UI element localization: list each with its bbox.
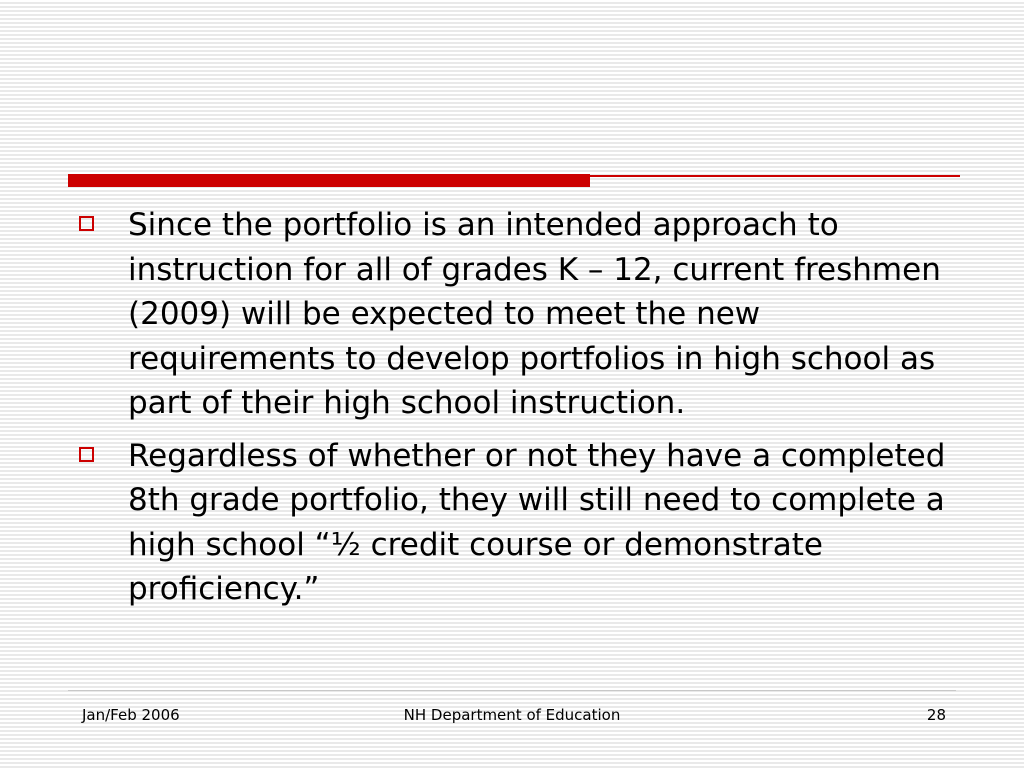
footer-organization: NH Department of Education: [403, 706, 621, 724]
bullet-text: Regardless of whether or not they have a completed 8th grade portfolio, they will still need to complete a high school “½ credit course or demonstrate proficiency.”: [128, 437, 946, 607]
footer-divider-line: [68, 690, 956, 691]
footer-date: Jan/Feb 2006: [82, 706, 180, 724]
slide-number: 28: [926, 706, 946, 724]
bullet-item: [76, 434, 956, 612]
bullet-text: Since the portfolio is an intended approach to instruction for all of grades K – 12, current freshmen (2009) will be expected to meet the new requirements to develop portfolios in high school as part of their high school instruction.: [128, 207, 941, 421]
bullet-list: [76, 203, 956, 620]
bullet-item: [76, 203, 956, 426]
square-bullet-icon: [79, 216, 94, 231]
title-divider-line: [68, 175, 960, 177]
square-bullet-icon: [79, 447, 94, 462]
